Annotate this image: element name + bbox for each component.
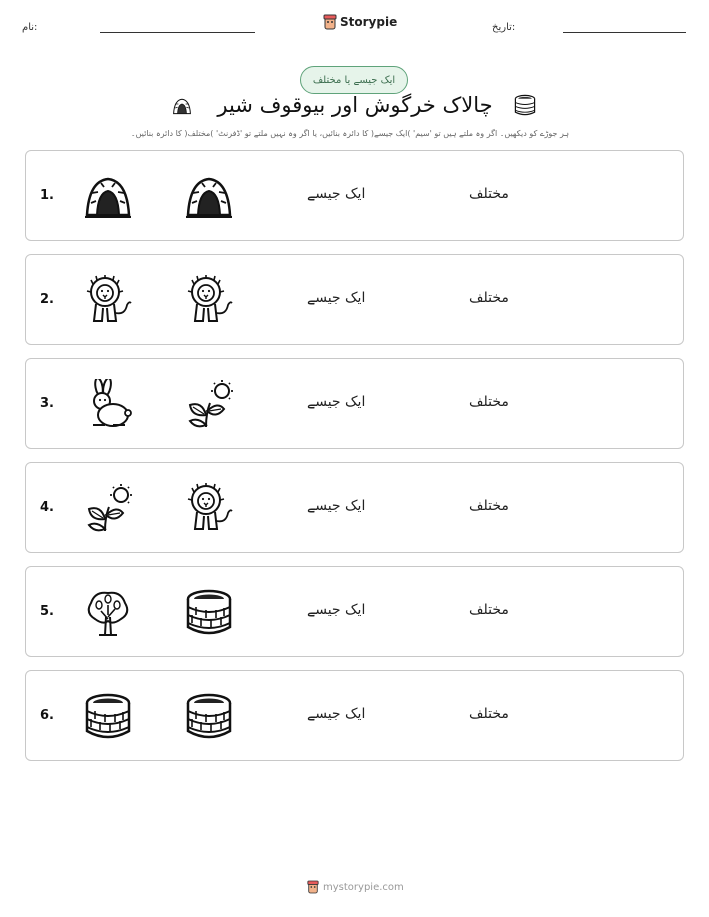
cave-icon	[83, 171, 133, 221]
lion-icon	[184, 275, 234, 325]
worksheet-row	[25, 462, 684, 553]
tree-icon	[83, 587, 133, 637]
cave-icon	[170, 96, 194, 116]
different-option[interactable]: مختلف	[469, 706, 509, 722]
row-number: 4.	[40, 500, 54, 515]
row-number: 1.	[40, 188, 54, 203]
same-option[interactable]: ایک جیسے	[307, 186, 366, 202]
footer-website: mystorypie.com	[323, 881, 404, 893]
row-number: 3.	[40, 396, 54, 411]
well-icon	[184, 587, 234, 637]
well-icon	[83, 691, 133, 741]
lion-icon	[184, 483, 234, 533]
instructions: ہر جوڑے کو دیکھیں۔ اگر وہ ملتے ہیں تو 'سیم' )ایک جیسے( کا دائرہ بنائیں، یا اگر وہ نہیں ملتے تو 'ڈفرنٹ' )مختلف( کا دائرہ بنائیں۔	[130, 129, 570, 138]
worksheet-row	[25, 566, 684, 657]
same-option[interactable]: ایک جیسے	[307, 706, 366, 722]
row-number: 5.	[40, 604, 54, 619]
different-option[interactable]: مختلف	[469, 186, 509, 202]
well-icon	[511, 93, 539, 117]
rabbit-icon	[83, 379, 133, 429]
name-field[interactable]	[100, 32, 255, 33]
same-option[interactable]: ایک جیسے	[307, 394, 366, 410]
row-number: 2.	[40, 292, 54, 307]
page-title: چالاک خرگوش اور بیوقوف شیر	[217, 93, 493, 117]
worksheet-row	[25, 150, 684, 241]
worksheet-row	[25, 670, 684, 761]
name-label: نام:	[22, 22, 38, 33]
well-icon	[184, 691, 234, 741]
brand-logo	[323, 14, 397, 30]
different-option[interactable]: مختلف	[469, 290, 509, 306]
worksheet-row	[25, 358, 684, 449]
same-option[interactable]: ایک جیسے	[307, 498, 366, 514]
same-option[interactable]: ایک جیسے	[307, 290, 366, 306]
brand-name: Storypie	[340, 15, 398, 29]
footer	[307, 880, 404, 894]
cave-icon	[184, 171, 234, 221]
worksheet-row	[25, 254, 684, 345]
storypie-mascot-icon	[307, 880, 319, 894]
plant-sun-icon	[184, 379, 234, 429]
different-option[interactable]: مختلف	[469, 602, 509, 618]
date-label: تاریخ:	[492, 22, 516, 33]
worksheet-type-badge: ایک جیسے یا مختلف	[300, 66, 408, 94]
row-number: 6.	[40, 708, 54, 723]
storypie-mascot-icon	[323, 14, 337, 30]
lion-icon	[83, 275, 133, 325]
plant-sun-icon	[83, 483, 133, 533]
different-option[interactable]: مختلف	[469, 394, 509, 410]
date-field[interactable]	[563, 32, 686, 33]
different-option[interactable]: مختلف	[469, 498, 509, 514]
same-option[interactable]: ایک جیسے	[307, 602, 366, 618]
